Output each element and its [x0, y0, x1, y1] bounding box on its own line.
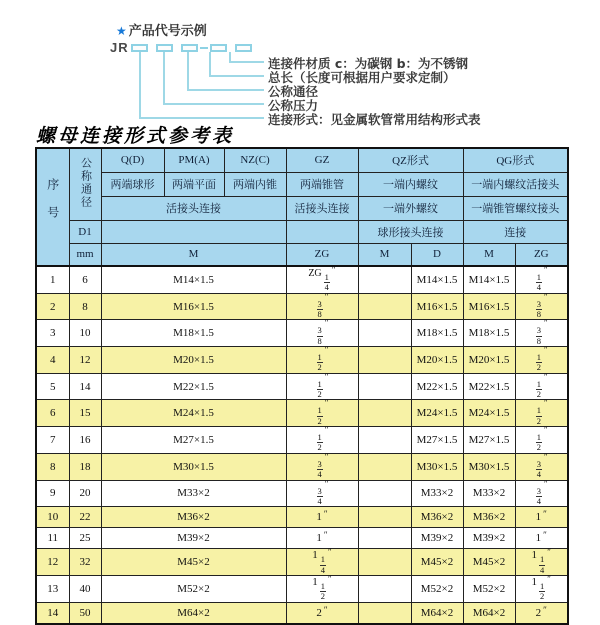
- cell-qz-d: M20×1.5: [411, 347, 463, 374]
- cell-qg-zg: [515, 293, 568, 320]
- cell-metric-thread: M39×2: [101, 528, 286, 549]
- header-union-connection-left: 活接头连接: [101, 196, 286, 220]
- cell-gz-zg: [286, 266, 358, 293]
- connector-line: [187, 89, 264, 91]
- cell-gz-zg: [286, 507, 358, 528]
- table-row: [36, 602, 568, 624]
- cell-qz-d: M36×2: [411, 507, 463, 528]
- connector-line: [163, 103, 264, 105]
- label-connection-form: 连接形式：见金属软管常用结构形式表: [268, 112, 481, 127]
- connector-line: [209, 52, 211, 77]
- header-mm: mm: [69, 243, 101, 266]
- header-empty-left: [101, 220, 286, 243]
- label-nominal-pressure: 公称压力: [268, 98, 319, 113]
- cell-serial: 2: [36, 293, 69, 320]
- fraction: $\frac{1}{2}$: [536, 405, 542, 426]
- cell-gz-zg: [286, 602, 358, 624]
- cell-serial: 4: [36, 347, 69, 374]
- label-material: 连接件材质 c：为碳钢 b：为不锈钢: [268, 56, 469, 71]
- table-row: [36, 480, 568, 507]
- fraction: $\frac{1}{2}$: [536, 378, 542, 400]
- whole-number: 1: [316, 511, 322, 524]
- cell-qz-d: M14×1.5: [411, 266, 463, 293]
- cell-qz-d: M27×1.5: [411, 427, 463, 454]
- cell-mm: 25: [69, 528, 101, 549]
- header-group-nzc: NZ(C): [224, 148, 286, 172]
- table-row: [36, 293, 568, 320]
- table-row: [36, 400, 568, 427]
- cell-qg-zg: [515, 347, 568, 374]
- connector-line: [229, 61, 264, 63]
- code-box-3: [181, 44, 198, 52]
- fraction: $\frac{3}{4}$: [317, 485, 322, 506]
- table-row: [36, 320, 568, 347]
- inch-mark: ″: [328, 573, 332, 584]
- zg-prefix: ZG: [308, 268, 322, 279]
- fraction: $\frac{1}{2}$: [320, 580, 325, 602]
- header-ends-flat: 两端平面: [164, 172, 224, 196]
- whole-number: 1: [312, 549, 318, 562]
- fraction: $\frac{1}{4}$: [536, 272, 542, 293]
- table-row: [36, 575, 568, 602]
- cell-gz-zg: [286, 373, 358, 400]
- cell-metric-thread: M27×1.5: [101, 427, 286, 454]
- header-qz-d: D: [411, 243, 463, 266]
- cell-mm: 40: [69, 575, 101, 602]
- cell-mm: 14: [69, 373, 101, 400]
- cell-serial: 3: [36, 320, 69, 347]
- table-row: [36, 507, 568, 528]
- header-ends-inner-cone: 两端内锥: [224, 172, 286, 196]
- header-unit-zg: ZG: [286, 243, 358, 266]
- cell-qz-m: [358, 453, 411, 480]
- table-row: [36, 266, 568, 293]
- table-row: [36, 528, 568, 549]
- table-row: [36, 427, 568, 454]
- fraction: $\frac{1}{4}$: [320, 554, 325, 575]
- cell-qg-m: M27×1.5: [463, 427, 515, 454]
- header-one-end-internal-thread-union: 一端内螺纹活接头: [463, 172, 568, 196]
- header-union-connection-gz: 活接头连接: [286, 196, 358, 220]
- table-row: [36, 549, 568, 576]
- code-box-2: [156, 44, 173, 52]
- cell-qz-m: [358, 347, 411, 374]
- cell-mm: 10: [69, 320, 101, 347]
- cell-metric-thread: M24×1.5: [101, 400, 286, 427]
- code-box-4: [210, 44, 227, 52]
- connector-line: [139, 52, 141, 119]
- header-nominal-diameter: 公称通径: [69, 148, 101, 220]
- nut-connection-table: [35, 147, 569, 625]
- fraction: $\frac{3}{8}$: [536, 325, 542, 346]
- header-one-end-internal-thread: 一端内螺纹: [358, 172, 463, 196]
- fraction: $\frac{1}{2}$: [317, 432, 322, 453]
- cell-qg-zg: [515, 320, 568, 347]
- cell-mm: 22: [69, 507, 101, 528]
- cell-mm: 12: [69, 347, 101, 374]
- inch-mark: ″: [324, 478, 329, 489]
- cell-mm: 16: [69, 427, 101, 454]
- cell-metric-thread: M64×2: [101, 602, 286, 624]
- fraction: $\frac{3}{4}$: [536, 485, 542, 506]
- table-row: [36, 373, 568, 400]
- inch-mark: ″: [324, 371, 329, 382]
- cell-gz-zg: [286, 400, 358, 427]
- cell-mm: 8: [69, 293, 101, 320]
- cell-qz-d: M33×2: [411, 480, 463, 507]
- header-ends-taper-pipe: 两端锥管: [286, 172, 358, 196]
- cell-gz-zg: [286, 427, 358, 454]
- label-nominal-diameter: 公称通径: [268, 84, 319, 99]
- cell-qg-m: M14×1.5: [463, 266, 515, 293]
- header-d1: D1: [69, 220, 101, 243]
- inch-mark: ″: [543, 530, 547, 541]
- fraction: $\frac{1}{2}$: [317, 352, 322, 373]
- cell-gz-zg: [286, 549, 358, 576]
- header-empty-gz: [286, 220, 358, 243]
- whole-number: 1: [531, 549, 538, 562]
- inch-mark: ″: [544, 371, 548, 382]
- header-one-end-external-thread: 一端外螺纹: [358, 196, 463, 220]
- cell-qz-m: [358, 400, 411, 427]
- cell-qz-m: [358, 427, 411, 454]
- cell-qg-m: M45×2: [463, 549, 515, 576]
- cell-gz-zg: [286, 347, 358, 374]
- diagram-heading-text: 产品代号示例: [128, 24, 207, 39]
- star-icon: ★: [116, 24, 127, 38]
- cell-metric-thread: M22×1.5: [101, 373, 286, 400]
- cell-qg-m: M36×2: [463, 507, 515, 528]
- inch-mark: ″: [323, 509, 328, 520]
- header-group-qg: QG形式: [463, 148, 568, 172]
- cell-mm: 32: [69, 549, 101, 576]
- header-group-qd: Q(D): [101, 148, 164, 172]
- cell-qz-d: M30×1.5: [411, 453, 463, 480]
- cell-serial: 13: [36, 575, 69, 602]
- code-dash: [200, 47, 208, 49]
- inch-mark: ″: [543, 604, 547, 615]
- cell-qz-m: [358, 575, 411, 602]
- cell-qg-m: M52×2: [463, 575, 515, 602]
- header-qg-zg: ZG: [515, 243, 568, 266]
- header-qz-m: M: [358, 243, 411, 266]
- cell-qz-m: [358, 602, 411, 624]
- cell-serial: 9: [36, 480, 69, 507]
- cell-qg-m: M16×1.5: [463, 293, 515, 320]
- cell-qg-zg: [515, 507, 568, 528]
- cell-qz-d: M16×1.5: [411, 293, 463, 320]
- fraction: $\frac{3}{8}$: [317, 298, 322, 320]
- fraction: $\frac{1}{2}$: [317, 405, 322, 426]
- cell-gz-zg: [286, 453, 358, 480]
- cell-qz-m: [358, 293, 411, 320]
- cell-serial: 7: [36, 427, 69, 454]
- cell-qg-m: M22×1.5: [463, 373, 515, 400]
- cell-qg-m: M33×2: [463, 480, 515, 507]
- header-serial: 序号: [36, 148, 69, 266]
- cell-qz-m: [358, 320, 411, 347]
- cell-qg-zg: [515, 528, 568, 549]
- inch-mark: ″: [331, 265, 336, 275]
- whole-number: 1: [535, 532, 542, 545]
- cell-qg-m: M64×2: [463, 602, 515, 624]
- cell-qg-zg: [515, 400, 568, 427]
- table-row: [36, 347, 568, 374]
- header-group-gz: GZ: [286, 148, 358, 172]
- label-total-length: 总长（长度可根据用户要求定制）: [268, 70, 456, 85]
- cell-qg-zg: [515, 602, 568, 624]
- cell-gz-zg: [286, 528, 358, 549]
- cell-metric-thread: M14×1.5: [101, 266, 286, 293]
- inch-mark: ″: [544, 425, 548, 436]
- cell-gz-zg: [286, 293, 358, 320]
- inch-mark: ″: [324, 345, 329, 356]
- connector-line: [163, 52, 165, 105]
- inch-mark: ″: [544, 478, 548, 489]
- header-group-qz: QZ形式: [358, 148, 463, 172]
- cell-qz-d: M18×1.5: [411, 320, 463, 347]
- fraction: $\frac{1}{2}$: [536, 432, 542, 453]
- cell-qg-zg: [515, 373, 568, 400]
- inch-mark: ″: [323, 530, 328, 541]
- fraction: $\frac{1}{4}$: [540, 554, 545, 575]
- header-connection: 连接: [463, 220, 568, 243]
- fraction: $\frac{3}{4}$: [317, 458, 322, 480]
- inch-mark: ″: [324, 425, 329, 436]
- code-box-5: [235, 44, 252, 52]
- whole-number: 1: [312, 575, 318, 588]
- inch-mark: ″: [544, 345, 548, 356]
- cell-serial: 1: [36, 266, 69, 293]
- cell-qg-zg: [515, 480, 568, 507]
- header-ends-ball: 两端球形: [101, 172, 164, 196]
- inch-mark: ″: [547, 573, 552, 584]
- cell-qz-m: [358, 480, 411, 507]
- cell-qg-zg: [515, 266, 568, 293]
- header-qg-m: M: [463, 243, 515, 266]
- cell-qg-zg: [515, 427, 568, 454]
- cell-qz-m: [358, 373, 411, 400]
- inch-mark: ″: [544, 318, 548, 329]
- inch-mark: ″: [324, 398, 329, 409]
- header-unit-m: M: [101, 243, 286, 266]
- cell-qg-m: M18×1.5: [463, 320, 515, 347]
- connector-line: [209, 75, 264, 77]
- cell-metric-thread: M45×2: [101, 549, 286, 576]
- inch-mark: ″: [544, 398, 548, 409]
- table-header: [36, 148, 568, 266]
- connector-line: [139, 117, 264, 119]
- inch-mark: ″: [324, 318, 329, 329]
- cell-qz-m: [358, 528, 411, 549]
- cell-serial: 6: [36, 400, 69, 427]
- cell-qz-m: [358, 266, 411, 293]
- inch-mark: ″: [328, 547, 332, 558]
- cell-mm: 15: [69, 400, 101, 427]
- cell-metric-thread: M16×1.5: [101, 293, 286, 320]
- cell-qz-d: M22×1.5: [411, 373, 463, 400]
- inch-mark: ″: [324, 451, 329, 462]
- diagram-heading: [116, 20, 207, 39]
- cell-qg-zg: [515, 453, 568, 480]
- whole-number: 1: [316, 532, 322, 545]
- cell-metric-thread: M33×2: [101, 480, 286, 507]
- product-code-diagram: [0, 0, 600, 127]
- fraction: $\frac{1}{2}$: [540, 580, 545, 602]
- whole-number: 2: [316, 606, 322, 619]
- header-one-end-taper-thread-joint: 一端锥管螺纹接头: [463, 196, 568, 220]
- cell-serial: 14: [36, 602, 69, 624]
- connector-line: [187, 52, 189, 91]
- cell-qz-d: M64×2: [411, 602, 463, 624]
- cell-mm: 20: [69, 480, 101, 507]
- code-box-1: [131, 44, 148, 52]
- cell-qz-m: [358, 549, 411, 576]
- inch-mark: ″: [324, 291, 329, 302]
- cell-mm: 50: [69, 602, 101, 624]
- fraction: $\frac{1}{4}$: [324, 272, 329, 293]
- fraction: $\frac{3}{8}$: [317, 325, 322, 346]
- header-ball-joint-connection: 球形接头连接: [358, 220, 463, 243]
- cell-mm: 18: [69, 453, 101, 480]
- cell-qz-d: M45×2: [411, 549, 463, 576]
- cell-qz-d: M52×2: [411, 575, 463, 602]
- inch-mark: ″: [544, 451, 548, 462]
- cell-serial: 12: [36, 549, 69, 576]
- cell-gz-zg: [286, 320, 358, 347]
- inch-mark: ″: [323, 604, 328, 615]
- cell-qg-zg: [515, 575, 568, 602]
- whole-number: 1: [535, 511, 542, 524]
- cell-serial: 11: [36, 528, 69, 549]
- product-code-prefix: JR: [110, 40, 129, 55]
- inch-mark: ″: [544, 265, 548, 275]
- cell-gz-zg: [286, 480, 358, 507]
- cell-qg-m: M30×1.5: [463, 453, 515, 480]
- whole-number: 1: [531, 575, 538, 588]
- header-group-pma: PM(A): [164, 148, 224, 172]
- cell-serial: 10: [36, 507, 69, 528]
- inch-mark: ″: [544, 291, 548, 302]
- cell-qg-m: M24×1.5: [463, 400, 515, 427]
- cell-qg-m: M20×1.5: [463, 347, 515, 374]
- fraction: $\frac{3}{4}$: [536, 458, 542, 480]
- cell-metric-thread: M20×1.5: [101, 347, 286, 374]
- cell-qg-zg: [515, 549, 568, 576]
- fraction: $\frac{3}{8}$: [536, 298, 542, 320]
- cell-qz-m: [358, 507, 411, 528]
- whole-number: 2: [535, 606, 542, 619]
- fraction: $\frac{1}{2}$: [317, 378, 322, 400]
- fraction: $\frac{1}{2}$: [536, 352, 542, 373]
- cell-metric-thread: M18×1.5: [101, 320, 286, 347]
- cell-serial: 5: [36, 373, 69, 400]
- cell-serial: 8: [36, 453, 69, 480]
- cell-qz-d: M39×2: [411, 528, 463, 549]
- table-body: [36, 266, 568, 624]
- inch-mark: ″: [543, 509, 547, 520]
- cell-metric-thread: M36×2: [101, 507, 286, 528]
- cell-metric-thread: M52×2: [101, 575, 286, 602]
- cell-mm: 6: [69, 266, 101, 293]
- cell-gz-zg: [286, 575, 358, 602]
- cell-qg-m: M39×2: [463, 528, 515, 549]
- page-title: 螺母连接形式参考表: [36, 125, 235, 147]
- cell-qz-d: M24×1.5: [411, 400, 463, 427]
- cell-metric-thread: M30×1.5: [101, 453, 286, 480]
- inch-mark: ″: [547, 547, 552, 558]
- table-row: [36, 453, 568, 480]
